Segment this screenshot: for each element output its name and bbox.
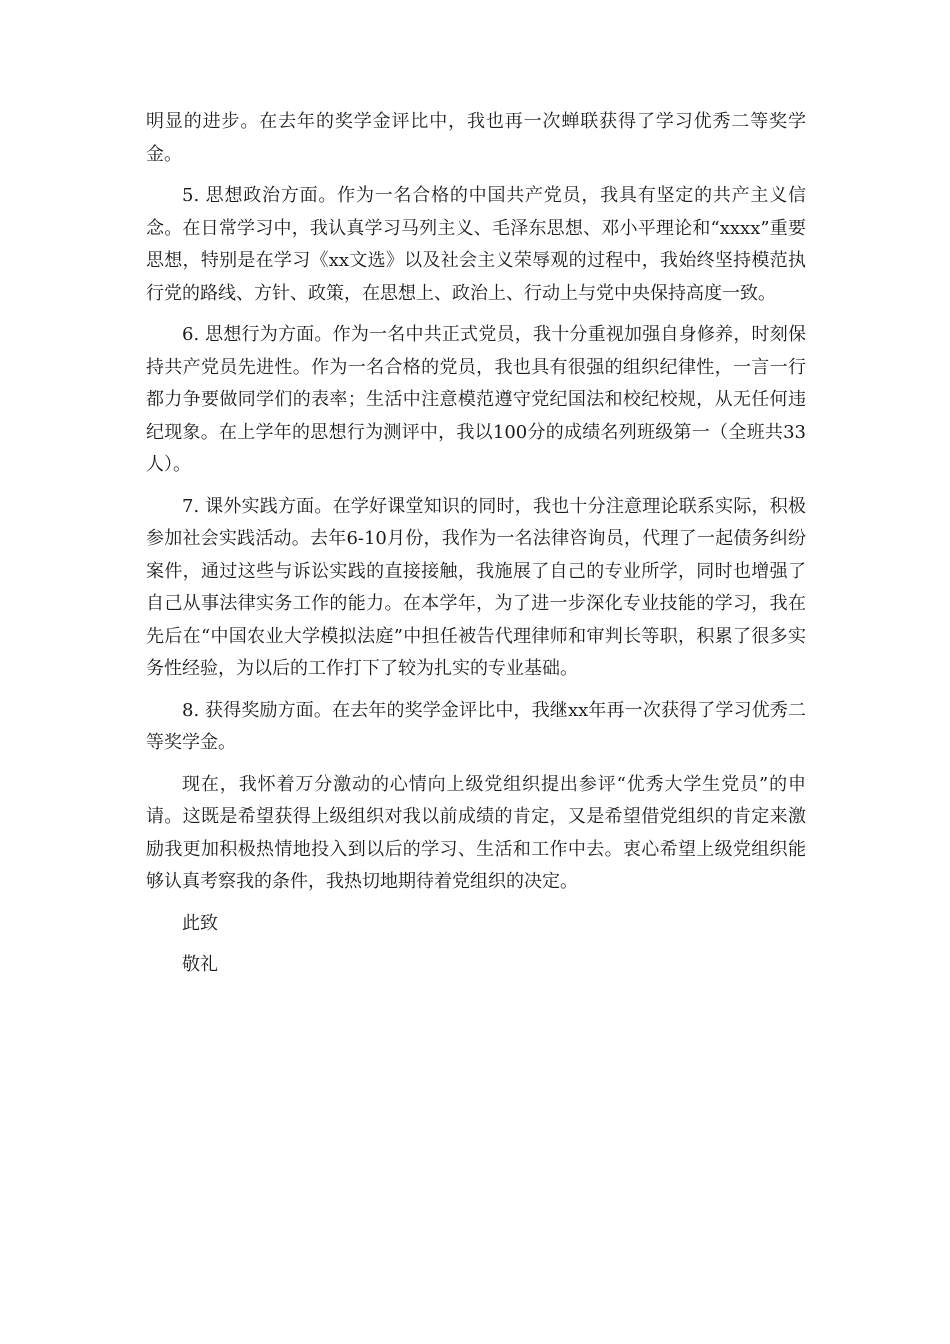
closing-salutation: 此致	[182, 912, 218, 934]
closing-regards: 敬礼	[182, 954, 218, 975]
paragraph-application: 现在，我怀着万分激动的心情向上级党组织提出参评“优秀大学生党员”的申请。这既是希望获得上级组织对我以前成绩的肯定，又是希望借党组织的肯定来激励我更加积极热情地投入到以后的学习、生活和工作中去。衷心希望上级党组织能够认真考察我的条件，我热切地期待着党组织的决定。	[146, 773, 806, 892]
paragraph-conduct: 6. 思想行为方面。作为一名中共正式党员，我十分重视加强自身修养，时刻保持共产党员先进性。作为一名合格的党员，我也具有很强的组织纪律性，一言一行都力争要做同学们的表率；生活中注意模范遵守党纪国法和校纪校规，从无任何违纪现象。在上学年的思想行为测评中，我以100分的成绩名列班级第一（全班共33人）。	[146, 324, 806, 475]
paragraph-political-thought: 5. 思想政治方面。作为一名合格的中国共产党员，我具有坚定的共产主义信念。在日常学习中，我认真学习马列主义、毛泽东思想、邓小平理论和“xxxx”重要思想，特别是在学习《xx文选》以及社会主义荣辱观的过程中，我始终坚持模范执行党的路线、方针、政策，在思想上、政治上、行动上与党中央保持高度一致。	[146, 185, 806, 304]
paragraph-practice: 7. 课外实践方面。在学好课堂知识的同时，我也十分注意理论联系实际，积极参加社会实践活动。去年6-10月份，我作为一名法律咨询员，代理了一起债务纠纷案件，通过这些与诉讼实践的直接接触，我施展了自己的专业所学，同时也增强了自己从事法律实务工作的能力。在本学年，为了进一步深化专业技能的学习，我在先后在“中国农业大学模拟法庭”中担任被告代理律师和审判长等职，积累了很多实务性经验，为以后的工作打下了较为扎实的专业基础。	[146, 495, 806, 679]
document-page	[146, 106, 806, 991]
paragraph-awards: 8. 获得奖励方面。在去年的奖学金评比中，我继xx年再一次获得了学习优秀二等奖学金。	[146, 699, 806, 753]
paragraph-continuation: 明显的进步。在去年的奖学金评比中，我也再一次蝉联获得了学习优秀二等奖学金。	[146, 111, 806, 165]
